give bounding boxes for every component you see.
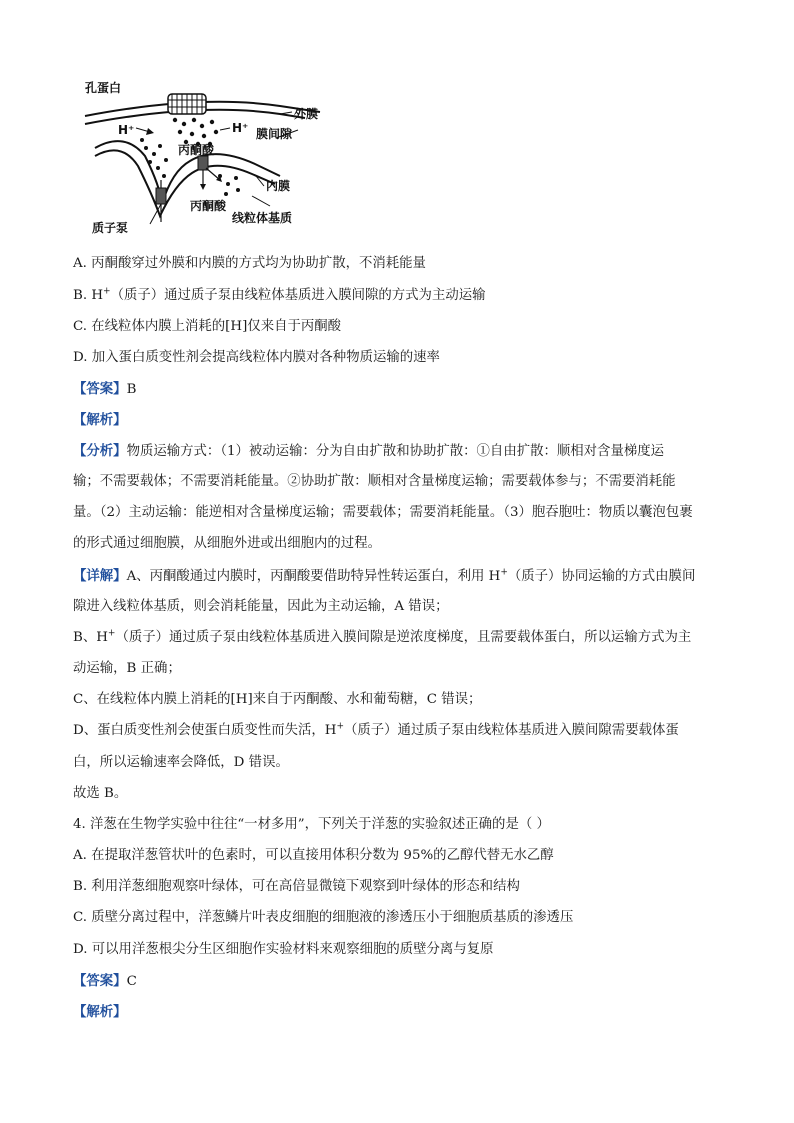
q3-xj-3-pre: B、H xyxy=(73,630,108,645)
q3-xj-3-sup: + xyxy=(107,628,116,639)
q3-xj-6-post: （质子）通过质子泵由线粒体基质进入膜间隙需要载体蛋 xyxy=(344,723,679,738)
q4-option-b: B. 利用洋葱细胞观察叶绿体，可在高倍显微镜下观察到叶绿体的形态和结构 xyxy=(73,879,520,894)
q3-xj-6-sup: + xyxy=(336,721,344,732)
q3-fenxi-line-3: 量。（2）主动运输：能逆相对含量梯度运输；需要载体；需要消耗能量。（3）胞吞胞吐：物质以囊泡包裹 xyxy=(73,505,693,520)
q3-fenxi-line-4: 的形式通过细胞膜，从细胞外进或出细胞内的过程。 xyxy=(73,536,381,551)
q4-analysis-heading xyxy=(73,1002,723,1023)
mitochondria-diagram-svg xyxy=(80,76,340,238)
proton-pump-icon xyxy=(156,188,166,204)
q3-option-d: D. 加入蛋白质变性剂会提高线粒体内膜对各种物质运输的速率 xyxy=(73,350,440,365)
q3-xiangjie-line-2: 隙进入线粒体基质，则会消耗能量，因此为主动运输，A 错误； xyxy=(73,599,449,614)
q4-option-d: D. 可以用洋葱根尖分生区细胞作实验材料来观察细胞的质壁分离与复原 xyxy=(73,942,494,957)
q3-xiangjie-tag: 【详解】 xyxy=(73,568,127,584)
q3-xiangjie-line-3 xyxy=(73,628,723,648)
q3-option-c: C. 在线粒体内膜上消耗的[H]仅来自于丙酮酸 xyxy=(73,319,342,334)
porin-icon xyxy=(168,94,206,114)
intermembrane-space-label: 膜间隙 xyxy=(256,127,293,141)
q4-option-a: A. 在提取洋葱管状叶的色素时，可以直接用体积分数为 95%的乙醇代替无水乙醇 xyxy=(73,848,554,863)
q3-answer xyxy=(73,379,723,400)
q4-option-c: C. 质壁分离过程中，洋葱鳞片叶表皮细胞的细胞液的渗透压小于细胞质基质的渗透压 xyxy=(73,910,574,925)
proton-pump-label: 质子泵 xyxy=(92,221,129,235)
mitochondria-diagram xyxy=(80,76,340,238)
q3-option-b-sup: + xyxy=(103,286,111,297)
q3-analysis-tag: 【解析】 xyxy=(73,412,127,428)
q4-answer-tag: 【答案】 xyxy=(73,973,127,989)
q3-xj-1-pre: A、丙酮酸通过内膜时，丙酮酸要借助特异性转运蛋白，利用 H xyxy=(126,569,501,584)
q3-conclusion: 故选 B。 xyxy=(73,786,128,801)
q3-xiangjie-line-6 xyxy=(73,721,723,741)
inner-membrane-label: 内膜 xyxy=(266,179,291,193)
q3-xj-6-pre: D、蛋白质变性剂会使蛋白质变性而失活，H xyxy=(73,723,337,738)
q3-xj-1-sup: + xyxy=(500,567,508,578)
pyruvate-upper-label: 丙酮酸 xyxy=(178,143,215,157)
porin-label: 孔蛋白 xyxy=(85,81,122,95)
h-plus-left-label: H⁺ xyxy=(118,123,135,137)
q3-option-b-pre: B. H xyxy=(73,288,104,303)
pyruvate-lower-label: 丙酮酸 xyxy=(190,199,227,213)
q3-option-b-post: （质子）通过质子泵由线粒体基质进入膜间隙的方式为主动运输 xyxy=(110,288,486,303)
outer-membrane-pointer xyxy=(280,112,292,114)
q3-answer-value: B xyxy=(126,382,137,397)
q3-xiangjie-line-5: C、在线粒体内膜上消耗的[H]来自于丙酮酸、水和葡萄糖，C 错误； xyxy=(73,692,482,707)
q3-fenxi-line-1 xyxy=(73,441,723,462)
outer-membrane-label: 外膜 xyxy=(294,107,319,121)
q3-fenxi-tag: 【分析】 xyxy=(73,443,127,459)
q4-analysis-tag: 【解析】 xyxy=(73,1004,127,1020)
q3-fenxi-line-2: 输；不需要载体；不需要消耗能量。②协助扩散：顺相对含量梯度运输；需要载体参与；不需要消耗能 xyxy=(73,474,676,489)
q3-answer-tag: 【答案】 xyxy=(73,381,127,397)
q4-stem: 4. 洋葱在生物学实验中往往“一材多用”，下列关于洋葱的实验叙述正确的是（ ） xyxy=(73,817,550,832)
matrix-label: 线粒体基质 xyxy=(232,211,293,225)
q3-analysis-heading xyxy=(73,410,723,431)
q4-answer-value: C xyxy=(126,974,137,989)
q3-xj-1-post: （质子）协同运输的方式由膜间 xyxy=(507,569,696,584)
h-plus-right-label: H⁺ xyxy=(232,121,249,135)
q3-option-a: A. 丙酮酸穿过外膜和内膜的方式均为协助扩散，不消耗能量 xyxy=(73,256,426,271)
q3-option-b xyxy=(73,286,723,306)
q3-xj-3-post: （质子）通过质子泵由线粒体基质进入膜间隙是逆浓度梯度，且需要载体蛋白，所以运输方式为主 xyxy=(115,630,692,645)
q4-answer xyxy=(73,971,723,992)
q3-xiangjie-line-1 xyxy=(73,566,723,587)
q3-xiangjie-line-7: 白，所以运输速率会降低，D 错误。 xyxy=(73,755,289,770)
q3-fenxi-text-1: 物质运输方式：（1）被动运输：分为自由扩散和协助扩散：①自由扩散：顺相对含量梯度运 xyxy=(126,444,665,459)
q3-xiangjie-line-4: 动运输，B 正确； xyxy=(73,661,181,676)
